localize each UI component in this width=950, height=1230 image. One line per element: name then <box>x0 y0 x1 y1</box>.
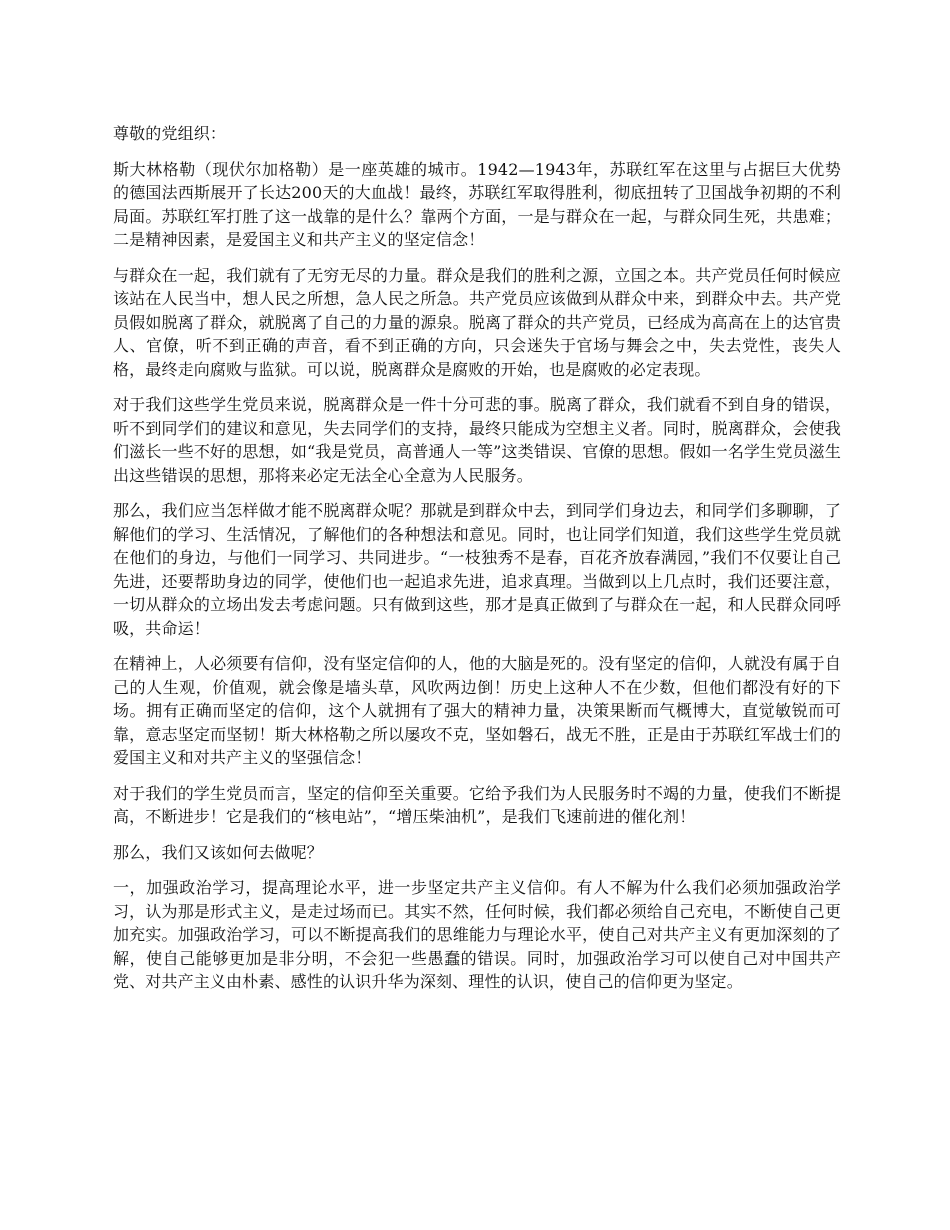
paragraph-5: 在精神上，人必须要有信仰，没有坚定信仰的人，他的大脑是死的。没有坚定的信仰，人就没有属于自己的人生观，价值观，就会像是墙头草，风吹两边倒！历史上这种人不在少数，但他们都没有好的下场。拥有正确而坚定的信仰，这个人就拥有了强大的精神力量，决策果断而气概博大，直觉敏锐而可靠，意志坚定而坚韧！斯大林格勒之所以屡攻不克，坚如磐石，战无不胜，正是由于苏联红军战士们的爱国主义和对共产主义的坚强信念！ <box>113 654 841 767</box>
paragraph-4: 那么，我们应当怎样做才能不脱离群众呢？那就是到群众中去，到同学们身边去，和同学们多聊聊，了解他们的学习、生活情况，了解他们的各种想法和意见。同时，也让同学们知道，我们这些学生党员就在他们的身边，与他们一同学习、共同进步。“一枝独秀不是春，百花齐放春满园，”我们不仅要让自己先进，还要帮助身边的同学，使他们也一起追求先进，追求真理。当做到以上几点时，我们还要注意，一切从群众的立场出发去考虑问题。只有做到这些，那才是真正做到了与群众在一起，和人民群众同呼吸，共命运！ <box>113 501 841 638</box>
paragraph-3: 对于我们这些学生党员来说，脱离群众是一件十分可悲的事。脱离了群众，我们就看不到自身的错误，听不到同学们的建议和意见，失去同学们的支持，最终只能成为空想主义者。同时，脱离群众，会使我们滋长一些不好的思想，如“我是党员，高普通人一等”这类错误、官僚的思想。假如一名学生党员滋生出这些错误的思想，那将来必定无法全心全意为人民服务。 <box>113 395 841 485</box>
paragraph-6: 对于我们的学生党员而言，坚定的信仰至关重要。它给予我们为人民服务时不竭的力量，使我们不断提高，不断进步！它是我们的“核电站”，“增压柴油机”，是我们飞速前进的催化剂！ <box>113 783 841 826</box>
salutation: 尊敬的党组织： <box>113 124 227 143</box>
paragraph-2: 与群众在一起，我们就有了无穷无尽的力量。群众是我们的胜利之源，立国之本。共产党员任何时候应该站在人民当中，想人民之所想，急人民之所急。共产党员应该做到从群众中来，到群众中去。共产党员假如脱离了群众，就脱离了自己的力量的源泉。脱离了群众的共产党员，已经成为高高在上的达官贵人、官僚，听不到正确的声音，看不到正确的方向，只会迷失于官场与舞会之中，失去党性，丧失人格，最终走向腐败与监狱。可以说，脱离群众是腐败的开始，也是腐败的必定表现。 <box>113 265 841 379</box>
paragraph-8: 一，加强政治学习，提高理论水平，进一步坚定共产主义信仰。有人不解为什么我们必须加强政治学习，认为那是形式主义，是走过场而已。其实不然，任何时候，我们都必须给自己充电，不断使自己更加充实。加强政治学习，可以不断提高我们的思维能力与理论水平，使自己对共产主义有更加深刻的了解，使自己能够更加是非分明，不会犯一些愚蠢的错误。同时，加强政治学习可以使自己对中国共产党、对共产主义由朴素、感性的认识升华为深刻、理性的认识，使自己的信仰更为坚定。 <box>113 878 841 991</box>
paragraph-1: 斯大林格勒（现伏尔加格勒）是一座英雄的城市。1942—1943年，苏联红军在这里与占据巨大优势的德国法西斯展开了长达200天的大血战！最终，苏联红军取得胜利，彻底扭转了卫国战争初期的不利局面。苏联红军打胜了这一战靠的是什么？靠两个方面，一是与群众在一起，与群众同生死，共患难；二是精神因素，是爱国主义和共产主义的坚定信念！ <box>113 159 841 249</box>
document-body <box>113 122 841 1006</box>
paragraph-7: 那么，我们又该如何去做呢？ <box>113 842 323 862</box>
